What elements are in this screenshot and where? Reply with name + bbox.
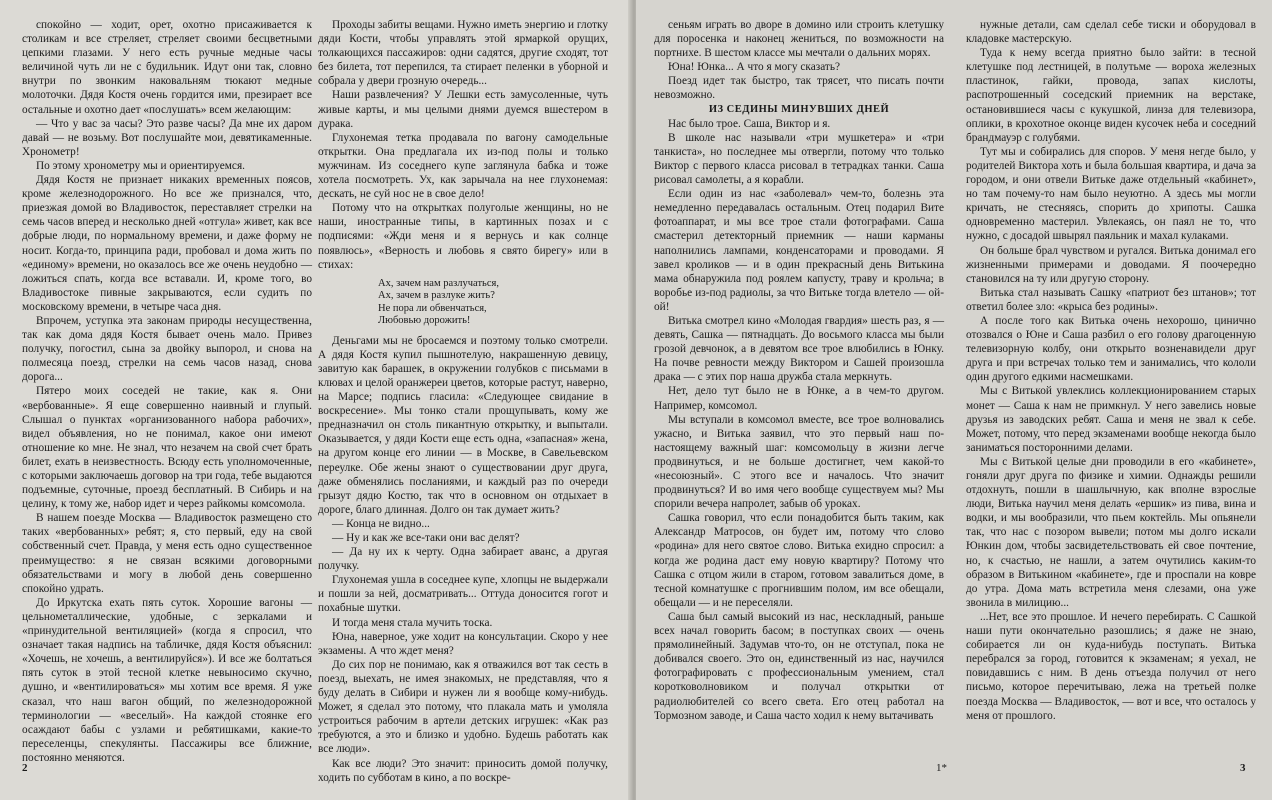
right-page: [636, 0, 1272, 800]
paragraph: Витька стал называть Сашку «патриот без штанов»; тот ответил более зло: «крыса без родины».: [966, 286, 1256, 313]
paragraph: — Что у вас за часы? Это разве часы? Да мне их даром давай — не возьму. Вот послушайте мои, девятикаменные. Хронометр!: [22, 117, 312, 158]
paragraph: Если один из нас «заболевал» чем-то, болезнь эта немедленно передавалась остальным. Отец подарил Вите фотоаппарат, и мы все трое стали фотографами. Саша смастерил детекторный приемник — наши карманы наполнились лампами, конденсаторами и проводами. Я завел кроликов — и в один прекрасный день Витькина мама обнаружила под роялем капусту, траву и крольча; в воробье из-под радиолы, за что Витьке тогда влетело — ой-ой!: [654, 188, 944, 313]
paragraph: спокойно — ходит, орет, охотно присаживается к столикам и все стреляет, стреляет своими бесцветными цепкими глазами. У него есть ручные медные часы величиной чуть ли не с будильник. Идут они так, словно внутри по звонким наковальням тюкают медные молоточки. Дядя Костя очень гордится ими, презирает все остальные и охотно дает «послушать» всем желающим:: [22, 19, 312, 116]
paragraph: Глухонемая ушла в соседнее купе, хлопцы не выдержали и пошли за ней, досматривать... Оттуда доносится гогот и похабные шутки.: [318, 574, 608, 615]
dialogue-line: — Ну и как же все-таки они вас делят?: [332, 532, 520, 544]
paragraph: До сих пор не понимаю, как я отважился вот так сесть в поезд, выехать, не имея знакомых, не представляя, что я буду делать в Сибири и нужен ли я вообще кому-нибудь. Может, я сделал это потому, что плакала мать и умоляла устроиться рабочим в артели детских игрушек: «Как раз требуются, а это и близко и удобно. Будешь работать как все люди».: [318, 658, 608, 756]
left-column-1: [22, 18, 312, 764]
page-number-right: 3: [1240, 762, 1246, 774]
paragraph: Поезд идет так быстро, так трясет, что писать почти невозможно.: [654, 75, 944, 102]
dialogue-line: — Конца не видно...: [332, 517, 430, 530]
paragraph: Сашка говорил, что если понадобится быть таким, как Александр Матросов, он будет им, потому что слово «родина» для него святое слово. Витька ехидно спросил: а когда же родина даст ему новую квартиру? Потому что Сашка с отцом жили в старом, готовом завалиться доме, в тесной комнатушке с прогнившим полом, им все обещали, обещали — и не переселяли.: [654, 512, 944, 609]
paragraph: Он больше брал чувством и ругался. Витька донимал его жизненными примерами и доводами. Я поочередно становился на ту или другую сторону.: [966, 244, 1256, 285]
paragraph: И тогда меня стала мучить тоска.: [332, 616, 493, 629]
dialogue-line: — Да ну их к черту. Одна забирает аванс, а другая получку.: [318, 546, 608, 573]
paragraph: Туда к нему всегда приятно было зайти: в тесной клетушке под лестницей, в полутьме — вороха железных пластинок, гайки, провода, запах кислоты, распотрошенный соседский приемник на верстаке, остановившиеся часы с кукушкой, линза для телевизора, оплики, в крохотное оконце виден кусочек неба и соседний брандмауэр с голубями.: [966, 47, 1256, 144]
paragraph: Тут мы и собирались для споров. У меня негде было, у родителей Виктора хоть и была большая квартира, и дача за городом, и они отвели Витьке даже отдельный «кабинет», но там почему-то нам было неуютно. А здесь мы могли кричать, не стесняясь, спорить до хрипоты. Сашка одновременно мастерил. Увлекаясь, он пaял не то, что нужно, с досадой швырял паяльник и махал кулаками.: [966, 145, 1256, 243]
paragraph: Дядя Костя не признает никаких временных поясов, кроме железнодорожного. Но все же признался, что, приезжая домой во Владивосток, переставляет стрелки на семь часов вперед и несколько дней «отгула» живет, как все добрые люди, по нормальному времени, и даже форму не носит. Когда-то, принципа ради, пробовал и дома жить по «единому» времени, но оказалось все же очень неудобно — ложиться спать, когда все вставали. И, кроме того, во Владивостоке пивные закрываются, если судить по московскому времени, в четыре часа дня.: [22, 174, 312, 313]
paragraph: Впрочем, уступка эта законам природы несущественна, так как дома дядя Костя бывает очень мало. Привез получку, погостил, сына за двойку выпорол, и снова на полмесяца поезд, стрелки на семь часов назад, снова дорога...: [22, 314, 312, 384]
right-column-1: [654, 18, 944, 748]
paragraph: Потому что на открытках полуголые женщины, но не наши, иностранные типы, в картинных позах и с подписями: «Жди меня и я вернусь и как солнце появлюсь», «Верность и любовь я свято бирегу» или в стихах:: [318, 202, 608, 271]
paragraph: Глухонемая тетка продавала по вагону самодельные открытки. Она предлагала их из-под полы и только мужчинам. Из соседнего купе заглянула бабка и тоже хотела посмотреть. Ух, как зарычала на нее глухонемая: дескать, не суй нос не в свое дело!: [318, 131, 608, 201]
left-page: [0, 0, 632, 800]
signature-mark: 1*: [936, 762, 947, 774]
right-column-2: [966, 18, 1256, 748]
paragraph: В нашем поезде Москва — Владивосток размещено сто таких «вербованных» ребят; я, сто первый, еду на свой собственный счет. Правда, у меня есть одно существенное преимущество: я не связан всякими договорными обязательствами и могу в любой день совершенно спокойно удрать.: [22, 512, 312, 595]
paragraph: По этому хронометру мы и ориентируемся.: [36, 159, 245, 172]
paragraph: Как все люди? Это значит: приносить домой получку, ходить по субботам в кино, а по воскре-: [318, 757, 608, 784]
paragraph: А после того как Витька очень нехорошо, цинично отозвался о Юне и Саша разбил о его голову драгоценную телевизорную колбу, они открыто возненавидели друг друга и при встречах только тем и занимались, что кололи один другого едкими насмешками.: [966, 314, 1256, 384]
paragraph: Мы с Витькой увлеклись коллекционированием старых монет — Саша к нам не примкнул. У него завелись новые друзья из заводских ребят. Саша и меня не звал к себе. Может, потому, что перед экзаменами вообще некогда было заниматься посторонними делами.: [966, 385, 1256, 454]
paragraph: нужные детали, сам сделал себе тиски и оборудовал в кладовке мастерскую.: [966, 19, 1256, 46]
paragraph: До Иркутска ехать пять суток. Хорошие вагоны — цельнометаллические, удобные, с зеркалами и «принудительной вентиляцией» (когда я спросил, что означает такая надпись на табличке, дядя Костя объяснил: «Хочешь, не хочешь, а вентилируйся»). И все же болтаться пять суток в этой тесной клетке невыносимо скучно, душно, и «вентилироваться» мы хотим все время. Я уже сказал, что наш вагон общий, по железнодорожной терминологии — «веселый». На каждой стоянке его осаждают бабы с узлами и ребятишками, какие-то переселенцы, спекулянты. Пассажиры все ближние, постоянно меняются.: [22, 596, 312, 764]
page-number-left: 2: [22, 762, 28, 774]
paragraph: сеньям играть во дворе в домино или строить клетушку для поросенка и наконец жениться, по возможности на портнихе. В шестом классе мы мечтали о дальних морях.: [654, 19, 944, 60]
left-column-2: [318, 18, 608, 784]
paragraph: Проходы забиты вещами. Нужно иметь энергию и глотку дяди Кости, чтобы управлять этой ярмаркой орущих, толкающихся пассажиров: одни садятся, другие сходят, тот без билета, тот перепился, та стирает пеленки в уборной и собрала у двери грозную очередь...: [318, 19, 608, 88]
verse: Ах, зачем нам разлучаться, Ах, зачем в разлуке жить? Не пора ли обвенчаться, Любовью дорожить!: [378, 277, 499, 327]
paragraph: Витька смотрел кино «Молодая гвардия» шесть раз, я — девять, Сашка — пятнадцать. До восьмого класса мы были грозой девчонок, а в девятом все трое влюбились в Юнку. На почве ревности между Виктором и Сашей произошла драка — с этих пор наша дружба стала меркнуть.: [654, 314, 944, 384]
paragraph: В школе нас называли «три мушкетера» и «три танкиста», но последнее мы отвергли, потому что только Виктор с первого класса рисовал в тетрадках танки. Саша рисовал самолеты, а я корабли.: [654, 131, 944, 187]
paragraph: Пятеро моих соседей не такие, как я. Они «вербованные». Я еще совершенно наивный и глупый. Слышал о пунктах «организованного набора рабочих», видел объявления, но не понимал, какое они имеют отношение ко мне. Не знал, что незачем на свой счет брать билет, ехать в неизвестность. Всюду есть уполномоченные, с которыми заключаешь договор на три года, тебе выдаются подъемные, суточные, проезд бесплатный. В Сибирь и на целину, к тому же, набор идет и через райкомы комсомола.: [22, 385, 312, 511]
paragraph: ...Нет, все это прошлое. И нечего перебирать. С Сашкой наши пути окончательно разошлись; я даже не знаю, собирается ли он куда-нибудь поступать. Витька перебрался за город, готовится к экзаменам; я уехал, не повидавшись с ним. В день отъезда получил от него письмо, которое перечитываю, лежа на третьей полке поезда Москва — Владивосток, — вот и все, что осталось у меня от прошлого.: [966, 610, 1256, 722]
paragraph: Саша был самый высокий из нас, нескладный, раньше всех начал говорить басом; в поступках своих — очень прямолинейный. Задумав что-то, он не отступал, пока не добивался своего. Это он, единственный из нас, научился фотографировать с профессиональным умением, стал коротковолновиком и получал открытки от радиолюбителей со всего света. Его отец работал на Тормозном заводе, и Саша часто ходил к нему вытачивать: [654, 610, 944, 722]
paragraph: Юна! Юнка... А что я могу сказать?: [668, 61, 841, 74]
paragraph: Нет, дело тут было не в Юнке, а в чем-то другом. Например, комсомол.: [654, 385, 944, 412]
paragraph: Мы с Витькой целые дни проводили в его «кабинете», гоняли друг друга по физике и химии. Однажды решили отдохнуть, пошли в шашлычную, как вполне взрослые люди, Витька научил меня делать «ершик» из пива, вина и водки, и мы вообразили, что пьем коктейль. Мы опьянели так, что нас с позором вывели; потом мы долго искали Юнкин дом, чтобы засвидетельствовать ей свое почтение, но, к счастью, не нашли, а затем очутились каким-то образом в Витькином «кабинете», где и проспали на ковре до утра. Дома мать встретила меня слезами, она уже звонила в милицию...: [966, 455, 1256, 609]
paragraph: Юна, наверное, уже ходит на консультации. Скоро у нее экзамены. А что ждет меня?: [318, 630, 608, 657]
chapter-heading: ИЗ СЕДИНЫ МИНУВШИХ ДНЕЙ: [708, 103, 890, 115]
paragraph: Наши развлечения? У Лешки есть замусоленные, чуть живые карты, и мы целыми днями дуемся вшестером в дурака.: [318, 89, 608, 130]
paragraph: Нас было трое. Саша, Виктор и я.: [668, 117, 831, 130]
paragraph: Деньгами мы не бросаемся и поэтому только смотрели. А дядя Костя купил пышнотелую, накрашенную девицу, завитую как барашек, в окружении голубков с письмами в клювах и целой оранжереи цветов, которые растут, наверно, на Марсе; подпись гласила: «Следующее свидание в воскресение». Мы тонко стали прощупывать, кому же предназначил он столь пикантную открытку, и выпытали. Оказывается, у дяди Кости еще есть одна, «запасная» жена, на другом конце его линии — в Москве, в Савельевском переулке. Обе жены знают о существовании друг друга, даже обменялись посланиями, и каждый раз по очереди грызут дядю Костю, так что в основном он отдыхает в дороге, благо длинная. Долго он так думает жить?: [318, 334, 608, 516]
paragraph: Мы вступали в комсомол вместе, все трое волновались ужасно, и Витька заявил, что это первый наш по-настоящему важный шаг: комсомольцу в жизни легче продвинуться, и не больше достигнет, чем какой-то «несоюзный». С этого все и началось. Что значит продвинуться? И во имя чего вообще существуем мы? Мы спорили вечера напролет, забыв об уроках.: [654, 413, 944, 511]
